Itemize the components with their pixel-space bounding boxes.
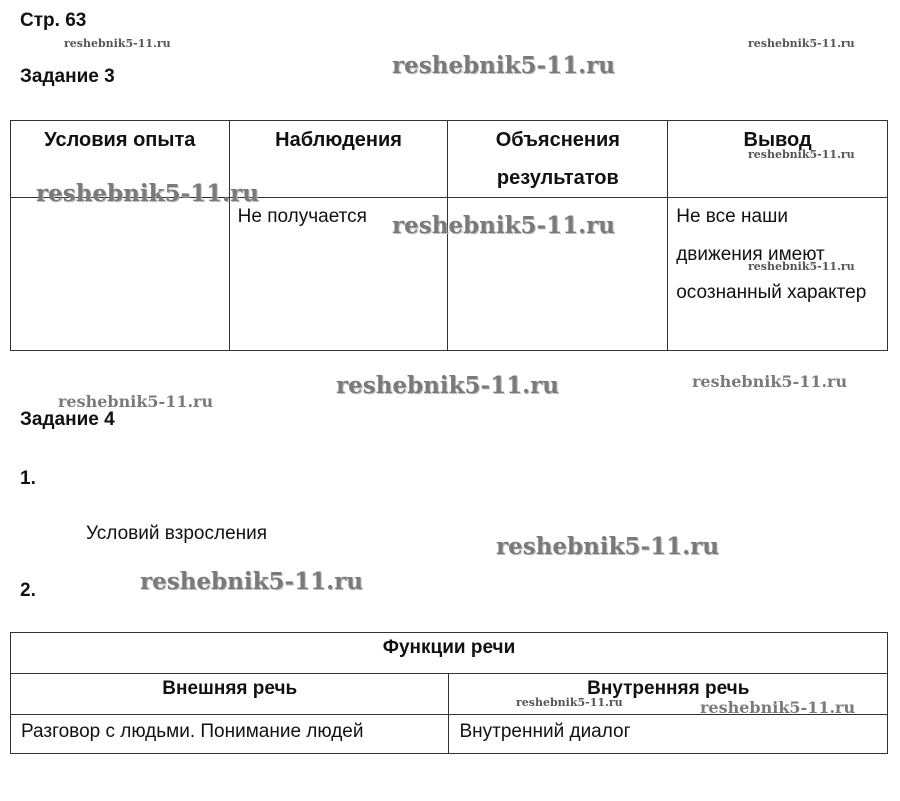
table-cell: Разговор с людьми. Понимание людей: [11, 715, 449, 754]
watermark: reshebnik5-11.ru: [748, 260, 855, 273]
watermark: reshebnik5-11.ru: [692, 372, 848, 391]
item-1-number: 1.: [20, 468, 36, 489]
watermark: reshebnik5-11.ru: [496, 533, 719, 560]
watermark: reshebnik5-11.ru: [140, 568, 363, 595]
watermark: reshebnik5-11.ru: [748, 37, 855, 50]
speech-functions-table: [10, 632, 888, 754]
table-cell: [11, 198, 230, 351]
table-row: [11, 715, 888, 754]
column-header: Объяснения результатов: [448, 121, 668, 198]
task-3-heading: Задание 3: [20, 66, 115, 87]
column-header: Внешняя речь: [11, 674, 449, 715]
table-cell: Не получается: [229, 198, 448, 351]
page-number: Стр. 63: [20, 10, 87, 31]
watermark: reshebnik5-11.ru: [516, 696, 623, 709]
watermark: reshebnik5-11.ru: [700, 698, 856, 717]
watermark: reshebnik5-11.ru: [58, 392, 214, 411]
watermark: reshebnik5-11.ru: [336, 372, 559, 399]
column-header: Вывод: [668, 121, 888, 198]
table-title: Функции речи: [11, 633, 888, 674]
watermark: reshebnik5-11.ru: [392, 52, 615, 79]
table-cell: Не все наши движения имеют осознанный характер: [668, 198, 888, 351]
item-1-answer: Условий взросления: [86, 523, 268, 544]
watermark: reshebnik5-11.ru: [392, 212, 615, 239]
item-2-number: 2.: [20, 580, 36, 601]
column-header: Наблюдения: [229, 121, 448, 198]
column-header: Условия опыта: [11, 121, 230, 198]
task-4-heading: Задание 4: [20, 409, 115, 430]
column-header: Внутренняя речь: [449, 674, 888, 715]
watermark: reshebnik5-11.ru: [748, 148, 855, 161]
table-cell: Внутренний диалог: [449, 715, 888, 754]
watermark: reshebnik5-11.ru: [36, 180, 259, 207]
table-title-row: [11, 633, 888, 674]
watermark: reshebnik5-11.ru: [64, 37, 171, 50]
